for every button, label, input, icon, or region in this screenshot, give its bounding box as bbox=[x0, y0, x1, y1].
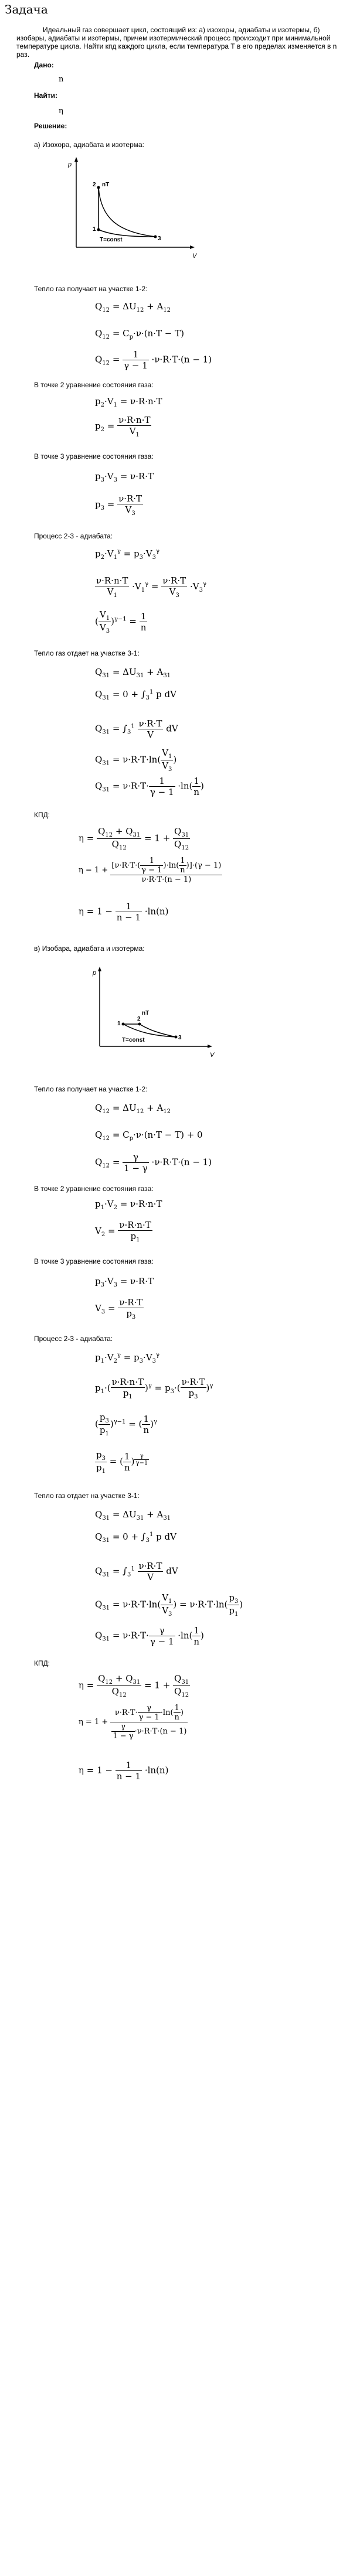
formula: $V_2$ = $\frac{\nu\cdot R\cdot n\cdot T}{p_1}$ bbox=[95, 1220, 151, 1243]
part-b-process23-text: Процесс 2-3 - адиабата: bbox=[34, 1335, 113, 1343]
v-axis-arrow bbox=[190, 245, 195, 249]
point-2-label: 2 bbox=[93, 182, 96, 188]
find-label: Найти: bbox=[34, 91, 57, 100]
part-a-heat12-text: Тепло газ получает на участке 1-2: bbox=[34, 285, 148, 293]
formula: $p_1\cdot V_2 = \nu\cdot R\cdot n\cdot T$ bbox=[95, 1199, 162, 1211]
formula: η = $\frac{Q_{12} + Q_{31}}{Q_{12}}$ = 1 + $\frac{Q_{31}}{Q_{12}}$ bbox=[79, 826, 189, 851]
formula: $\frac{p_3}{p_1}$ = ( $\frac{1}{n}$ ) $^{\frac{\gamma}{\gamma-1}}$ bbox=[96, 1449, 148, 1475]
formula: $Q_{31} = 0 + \int_3^1$ p dV bbox=[95, 689, 176, 701]
part-b-state3-text: В точке 3 уравнение состояния газа: bbox=[34, 1257, 154, 1265]
part-a-heading: а) Изохора, адиабата и изотерма: bbox=[34, 141, 145, 149]
point-1 bbox=[122, 1023, 125, 1026]
isotherm-label: T=const bbox=[122, 1037, 145, 1043]
formula: $Q_{31} = \Delta U_{31} + A_{31}$ bbox=[95, 1509, 171, 1521]
part-b-kpd-text: КПД: bbox=[34, 1659, 50, 1667]
part-a-pv-diagram bbox=[59, 153, 205, 265]
formula: $Q_{31} = \nu\cdot R\cdot T\cdot$ $\frac{\gamma}{\gamma - 1}$ ·ln( $\frac{1}{n}$ ) bbox=[95, 1625, 204, 1647]
formula: $p_1\cdot$( $\frac{\nu\cdot R\cdot n\cdot T}{p_1}$ )$^\gamma = p_3\cdot$( $\frac{\nu\cdot R\cdot T}{p_3}$ )$^\gamma$ bbox=[95, 1377, 213, 1400]
isotherm-label: T=const bbox=[100, 237, 123, 243]
formula: $Q_{12}$ = $\frac{\gamma}{1 - \gamma}$ ·ν·R·T·(n − 1) bbox=[95, 1152, 212, 1173]
formula: $p_1\cdot V_2^\gamma = p_3\cdot V_3^\gamma$ bbox=[95, 1352, 160, 1364]
formula: ( $\frac{V_1}{V_3}$ )$^{\gamma-1}$ = $\frac{1}{n}$ bbox=[95, 609, 147, 634]
formula: $Q_{31} = \nu\cdot R\cdot T\cdot\ln$( $\frac{V_1}{V_3}$ ) = ν·R·T·ln( $\frac{p_3}{p_1}$ ) bbox=[95, 1592, 243, 1618]
formula: $Q_{31} = \nu\cdot R\cdot T\cdot$ $\frac{1}{\gamma - 1}$ ·ln( $\frac{1}{n}$ ) bbox=[95, 776, 204, 797]
formula: $p_3\cdot V_3 = \nu\cdot R\cdot T$ bbox=[95, 471, 154, 483]
temp-nt-label: nT bbox=[102, 182, 110, 188]
formula: $p_2\cdot V_1^\gamma = p_3\cdot V_3^\gamma$ bbox=[95, 548, 160, 561]
formula: $\frac{\nu\cdot R\cdot n\cdot T}{V_1}$ $\cdot V_1^\gamma$ = $\frac{\nu\cdot R\cdot T}{V_3}$ $\cdot V_3^\gamma$ bbox=[96, 575, 206, 599]
part-a-state3-text: В точке 3 уравнение состояния газа: bbox=[34, 452, 154, 460]
formula: η = 1 + ν·R·T· $\frac{\gamma}{\gamma - 1}$ ·ln( $\frac{1}{n}$ ) $\frac{\gamma}{1 - \gamma}$ ·ν·R·T·(n − 1) bbox=[79, 1704, 187, 1741]
formula: $Q_{31} = \int_3^1$ $\frac{\nu\cdot R\cdot T}{V}$ dV bbox=[95, 718, 178, 740]
p-axis-label: p bbox=[93, 970, 97, 977]
find-value: η bbox=[59, 107, 63, 115]
part-b-heat31-text: Тепло газ отдает на участке 3-1: bbox=[34, 1492, 140, 1500]
part-a-heat31-text: Тепло газ отдает на участке 3-1: bbox=[34, 649, 140, 657]
formula: $Q_{12}$ = $\frac{1}{\gamma - 1}$ ·ν·R·T·(n − 1) bbox=[95, 349, 212, 371]
part-a-process23-text: Процесс 2-3 - адиабата: bbox=[34, 532, 113, 540]
point-1 bbox=[97, 228, 100, 231]
point-2-label: 2 bbox=[137, 1016, 141, 1022]
formula: η = 1 − $\frac{1}{n - 1}$ ·ln(n) bbox=[79, 901, 169, 923]
point-3 bbox=[175, 1036, 178, 1039]
problem-statement: Идеальный газ совершает цикл, состоящий из: а) изохоры, адиабаты и изотермы, б) изобары, адиабаты и изотермы, причем изотермический процесс происходит при минимальной температуре цикла. Найти кпд каждого цикла, если температура T в его пределах изменяется в n раз. bbox=[16, 26, 337, 59]
formula: $p_2\cdot V_1 = \nu\cdot R\cdot n\cdot T$ bbox=[95, 396, 162, 408]
formula: $V_3$ = $\frac{\nu\cdot R\cdot T}{p_3}$ bbox=[95, 1297, 143, 1321]
solution-label: Решение: bbox=[34, 122, 67, 130]
point-2 bbox=[97, 186, 100, 189]
formula: η = $\frac{Q_{12} + Q_{31}}{Q_{12}}$ = 1 + $\frac{Q_{31}}{Q_{12}}$ bbox=[79, 1673, 189, 1698]
part-b-heat12-text: Тепло газ получает на участке 1-2: bbox=[34, 1085, 148, 1093]
formula: $Q_{31} = \nu\cdot R\cdot T\cdot\ln$( $\frac{V_1}{V_3}$ ) bbox=[95, 748, 177, 773]
part-a-kpd-text: КПД: bbox=[34, 811, 50, 819]
formula: $Q_{12} = \Delta U_{12} + A_{12}$ bbox=[95, 1103, 171, 1115]
formula: $Q_{31} = \Delta U_{31} + A_{31}$ bbox=[95, 667, 171, 679]
formula: $p_3\cdot V_3 = \nu\cdot R\cdot T$ bbox=[95, 1276, 154, 1288]
formula: ( $\frac{p_3}{p_1}$ )$^{\gamma-1}$ = ( $\frac{1}{n}$ )$^\gamma$ bbox=[95, 1412, 157, 1437]
p-axis-arrow bbox=[74, 157, 78, 162]
formula: $Q_{31} = \int_3^1$ $\frac{\nu\cdot R\cdot T}{V}$ dV bbox=[95, 1561, 178, 1582]
p-axis-arrow bbox=[98, 967, 101, 971]
formula: $Q_{12} = C_p\cdot\nu\cdot(n\cdot T - T) + 0$ bbox=[95, 1130, 203, 1142]
part-b-pv-diagram bbox=[88, 964, 223, 1064]
point-3-label: 3 bbox=[158, 236, 161, 242]
given-value: n bbox=[59, 75, 64, 84]
adiabat-curve bbox=[99, 187, 155, 237]
v-axis-arrow bbox=[208, 1045, 212, 1048]
point-1-label: 1 bbox=[117, 1021, 121, 1027]
p-axis-label: p bbox=[68, 161, 72, 168]
point-2 bbox=[138, 1023, 141, 1026]
formula: $Q_{31} = 0 + \int_3^1$ p dV bbox=[95, 1531, 176, 1544]
v-axis-label: V bbox=[210, 1052, 215, 1059]
formula: $Q_{12} = \Delta U_{12} + A_{12}$ bbox=[95, 301, 171, 313]
v-axis-label: V bbox=[192, 253, 197, 260]
formula: η = 1 + [ν·R·T·( $\frac{1}{\gamma - 1}$ )·ln( $\frac{1}{n}$ )]·(γ − 1) ν·R·T·(n − 1) bbox=[79, 857, 222, 884]
temp-nt-label: nT bbox=[142, 1010, 150, 1016]
point-1-label: 1 bbox=[93, 226, 96, 233]
given-label: Дано: bbox=[34, 61, 54, 69]
formula: $Q_{12} = C_p\cdot\nu\cdot(n\cdot T - T)$ bbox=[95, 328, 184, 340]
part-a-state2-text: В точке 2 уравнение состояния газа: bbox=[34, 381, 154, 389]
formula: $p_2$ = $\frac{\nu\cdot R\cdot n\cdot T}{V_1}$ bbox=[95, 415, 151, 438]
formula: η = 1 − $\frac{1}{n - 1}$ ·ln(n) bbox=[79, 1760, 169, 1782]
part-b-heading: в) Изобара, адиабата и изотерма: bbox=[34, 944, 145, 953]
page-title: Задача bbox=[5, 2, 48, 16]
point-3 bbox=[154, 236, 157, 238]
point-3-label: 3 bbox=[178, 1035, 182, 1041]
part-b-state2-text: В точке 2 уравнение состояния газа: bbox=[34, 1185, 154, 1193]
formula: $p_3$ = $\frac{\nu\cdot R\cdot T}{V_3}$ bbox=[95, 493, 142, 517]
